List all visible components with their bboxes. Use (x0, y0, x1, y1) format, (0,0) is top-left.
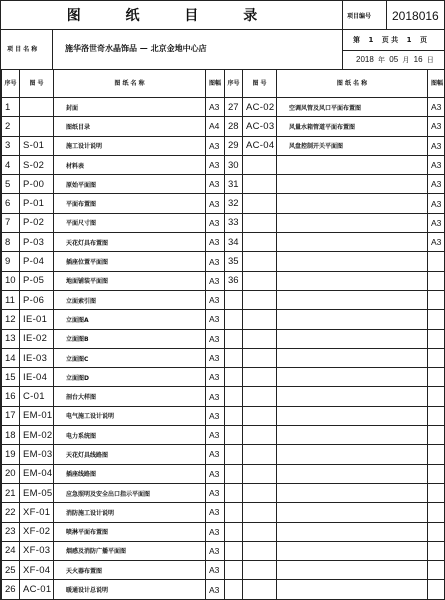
drawing-name: 立面图D (54, 368, 206, 387)
table-body (2, 98, 445, 600)
row-number: 14 (2, 348, 20, 367)
col-code-header: 图 号 (243, 70, 277, 98)
drawing-name (277, 464, 428, 483)
drawing-code: AC-04 (243, 136, 277, 155)
row-number (225, 445, 243, 464)
row-number: 21 (2, 483, 20, 502)
drawing-code: P-02 (20, 213, 54, 232)
divider (342, 1, 343, 69)
drawing-code (243, 426, 277, 445)
row-number: 18 (2, 426, 20, 445)
sheet-size: A3 (206, 464, 225, 483)
row-number: 13 (2, 329, 20, 348)
sheet-size: A3 (206, 368, 225, 387)
row-number (225, 406, 243, 425)
sheet-size: A3 (428, 175, 445, 194)
sheet-size (428, 541, 445, 560)
divider (52, 29, 53, 69)
drawing-code: P-00 (20, 175, 54, 194)
row-number (225, 580, 243, 599)
drawing-code (243, 252, 277, 271)
drawing-code: IE-02 (20, 329, 54, 348)
date (356, 54, 434, 67)
row-number: 7 (2, 213, 20, 232)
drawing-code: EM-01 (20, 406, 54, 425)
drawing-name: 图纸目录 (54, 117, 206, 136)
sheet-size: A3 (428, 136, 445, 155)
table-row (2, 271, 445, 290)
sheet-size: A3 (206, 348, 225, 367)
drawing-code (243, 522, 277, 541)
drawing-code (243, 290, 277, 309)
drawing-code: P-05 (20, 271, 54, 290)
drawing-code (243, 464, 277, 483)
drawing-code (243, 175, 277, 194)
sheet-size: A3 (206, 445, 225, 464)
sheet-size: A3 (206, 98, 225, 117)
drawing-code (243, 541, 277, 560)
drawing-name (277, 252, 428, 271)
sheet-size (428, 580, 445, 599)
table-row (2, 290, 445, 309)
drawing-code: EM-02 (20, 426, 54, 445)
sheet-size: A3 (206, 406, 225, 425)
drawing-name (277, 522, 428, 541)
row-number: 33 (225, 213, 243, 232)
sheet-size: A3 (206, 503, 225, 522)
drawing-name: 材料表 (54, 155, 206, 174)
row-number: 36 (225, 271, 243, 290)
row-number: 4 (2, 155, 20, 174)
drawing-code: AC-03 (243, 117, 277, 136)
drawing-code: P-04 (20, 252, 54, 271)
sheet-size: A3 (428, 117, 445, 136)
divider (386, 1, 387, 29)
table-row (2, 329, 445, 348)
drawing-code: EM-03 (20, 445, 54, 464)
table-row (2, 213, 445, 232)
col-code-header: 图 号 (20, 70, 54, 98)
table-row (2, 98, 445, 117)
row-number (225, 348, 243, 367)
drawing-code (243, 406, 277, 425)
drawing-code (243, 368, 277, 387)
drawing-code: XF-02 (20, 522, 54, 541)
row-number: 26 (2, 580, 20, 599)
drawing-name (277, 213, 428, 232)
table-row (2, 233, 445, 252)
col-no-header: 序号 (2, 70, 20, 98)
row-number: 9 (2, 252, 20, 271)
drawing-code: IE-04 (20, 368, 54, 387)
table-row (2, 561, 445, 580)
row-number (225, 368, 243, 387)
drawing-code: XF-04 (20, 561, 54, 580)
drawing-code (243, 580, 277, 599)
row-number (225, 310, 243, 329)
row-number: 12 (2, 310, 20, 329)
drawing-code (243, 483, 277, 502)
drawing-code: P-01 (20, 194, 54, 213)
drawing-name: 插座线路图 (54, 464, 206, 483)
sheet-size: A3 (206, 483, 225, 502)
drawing-name (277, 155, 428, 174)
drawing-code (243, 561, 277, 580)
drawing-name: 地面铺装平面图 (54, 271, 206, 290)
drawing-name (277, 541, 428, 560)
row-number: 10 (2, 271, 20, 290)
drawing-name (277, 426, 428, 445)
drawing-name: 消防施工设计说明 (54, 503, 206, 522)
row-number: 27 (225, 98, 243, 117)
table-row (2, 522, 445, 541)
page-total: 1 (406, 36, 412, 44)
row-number: 29 (225, 136, 243, 155)
drawing-code (243, 194, 277, 213)
table-row (2, 252, 445, 271)
drawing-code: EM-04 (20, 464, 54, 483)
drawing-name: 立面图A (54, 310, 206, 329)
project-name: 施华洛世奇水晶饰品 — 北京金地中心店 (65, 43, 207, 53)
drawing-name (277, 329, 428, 348)
row-number (225, 503, 243, 522)
row-number: 23 (2, 522, 20, 541)
drawing-name: 天火器布置图 (54, 561, 206, 580)
project-name-label: 项 目 名 称 (7, 46, 38, 53)
row-number: 1 (2, 98, 20, 117)
col-name-header: 图 纸 名 称 (54, 70, 206, 98)
sheet-size: A4 (206, 117, 225, 136)
row-number: 16 (2, 387, 20, 406)
row-number: 17 (2, 406, 20, 425)
date-year-unit: 年 (378, 57, 386, 64)
date-day-unit: 日 (426, 57, 434, 64)
table-header-row (2, 70, 445, 98)
sheet-size: A3 (206, 580, 225, 599)
drawing-code (20, 117, 54, 136)
drawing-list-table (1, 69, 445, 600)
drawing-name: 风盘控制开关平面图 (277, 136, 428, 155)
sheet-size: A3 (206, 310, 225, 329)
sheet-size: A3 (428, 213, 445, 232)
date-month-unit: 月 (402, 57, 410, 64)
drawing-name: 平面布置图 (54, 194, 206, 213)
row-number: 6 (2, 194, 20, 213)
drawing-code (243, 329, 277, 348)
drawing-code (243, 310, 277, 329)
drawing-name: 天花灯具布置图 (54, 233, 206, 252)
divider (1, 29, 445, 30)
divider (342, 50, 445, 51)
row-number: 2 (2, 117, 20, 136)
drawing-name (277, 175, 428, 194)
row-number (225, 522, 243, 541)
drawing-name (277, 483, 428, 502)
row-number: 22 (2, 503, 20, 522)
page-mid: 页 共 (381, 36, 399, 44)
drawing-name: 电力系统图 (54, 426, 206, 445)
drawing-name (277, 503, 428, 522)
drawing-name (277, 445, 428, 464)
drawing-code: P-06 (20, 290, 54, 309)
drawing-code (243, 271, 277, 290)
drawing-name: 暖通设计总说明 (54, 580, 206, 599)
drawing-code (243, 233, 277, 252)
drawing-name (277, 406, 428, 425)
sheet-size: A3 (206, 426, 225, 445)
sheet-size (428, 522, 445, 541)
sheet-size: A3 (428, 233, 445, 252)
row-number: 30 (225, 155, 243, 174)
date-day: 16 (413, 55, 423, 64)
drawing-code: C-01 (20, 387, 54, 406)
row-number: 24 (2, 541, 20, 560)
drawing-name: 平面尺寸图 (54, 213, 206, 232)
drawing-name: 立面图B (54, 329, 206, 348)
table-row (2, 194, 445, 213)
drawing-code (243, 503, 277, 522)
sheet-header (1, 1, 445, 69)
page-prefix: 第 (353, 36, 360, 44)
sheet-size (428, 426, 445, 445)
table-row (2, 117, 445, 136)
sheet-size: A3 (428, 194, 445, 213)
sheet-size (428, 290, 445, 309)
sheet-size: A3 (428, 98, 445, 117)
sheet-size (428, 464, 445, 483)
drawing-name: 插座位置平面图 (54, 252, 206, 271)
sheet-size (428, 483, 445, 502)
table-row (2, 541, 445, 560)
sheet-size (428, 561, 445, 580)
row-number (225, 464, 243, 483)
row-number: 28 (225, 117, 243, 136)
sheet-size: A3 (428, 155, 445, 174)
date-month: 05 (389, 55, 399, 64)
table-row (2, 175, 445, 194)
row-number (225, 426, 243, 445)
page-suffix: 页 (419, 36, 427, 44)
table-row (2, 348, 445, 367)
drawing-name: 天花灯具线路图 (54, 445, 206, 464)
row-number: 19 (2, 445, 20, 464)
sheet-size: A3 (206, 329, 225, 348)
col-size-header: 图幅 (428, 70, 445, 98)
drawing-name: 烟感及消防广播平面图 (54, 541, 206, 560)
table-row (2, 464, 445, 483)
row-number (225, 561, 243, 580)
row-number: 20 (2, 464, 20, 483)
drawing-name (277, 233, 428, 252)
table-row (2, 368, 445, 387)
drawing-code: AC-01 (20, 580, 54, 599)
drawing-code (243, 387, 277, 406)
sheet-size (428, 252, 445, 271)
sheet-size (428, 310, 445, 329)
table-row (2, 445, 445, 464)
sheet-size (428, 329, 445, 348)
row-number: 3 (2, 136, 20, 155)
drawing-name (277, 387, 428, 406)
page-current: 1 (368, 36, 374, 44)
drawing-name: 封面 (54, 98, 206, 117)
drawing-name: 原始平面图 (54, 175, 206, 194)
project-number: 2018016 (392, 9, 439, 23)
drawing-name (277, 561, 428, 580)
row-number: 34 (225, 233, 243, 252)
sheet-size (428, 445, 445, 464)
drawing-name (277, 194, 428, 213)
row-number (225, 483, 243, 502)
sheet-size: A3 (206, 522, 225, 541)
drawing-name (277, 290, 428, 309)
sheet-size: A3 (206, 136, 225, 155)
row-number: 25 (2, 561, 20, 580)
row-number (225, 329, 243, 348)
table-row (2, 406, 445, 425)
drawing-name: 喷淋平面布置图 (54, 522, 206, 541)
date-year: 2018 (356, 55, 374, 64)
drawing-name: 剖台大样图 (54, 387, 206, 406)
page-title: 图 纸 目 录 (66, 8, 278, 24)
sheet-size: A3 (206, 175, 225, 194)
drawing-name: 施工设计说明 (54, 136, 206, 155)
drawing-name (277, 580, 428, 599)
drawing-code (243, 445, 277, 464)
row-number: 32 (225, 194, 243, 213)
sheet-size: A3 (206, 271, 225, 290)
project-number-label: 项目编号 (347, 13, 372, 20)
row-number: 8 (2, 233, 20, 252)
row-number: 5 (2, 175, 20, 194)
drawing-code: S-02 (20, 155, 54, 174)
drawing-code (20, 98, 54, 117)
drawing-code: S-01 (20, 136, 54, 155)
drawing-name: 空调风管及风口平面布置图 (277, 98, 428, 117)
drawing-code (243, 213, 277, 232)
drawing-code (243, 155, 277, 174)
sheet-size: A3 (206, 194, 225, 213)
sheet-size: A3 (206, 561, 225, 580)
drawing-code: AC-02 (243, 98, 277, 117)
sheet-size: A3 (206, 541, 225, 560)
row-number (225, 387, 243, 406)
drawing-name: 应急照明及安全出口指示平面图 (54, 483, 206, 502)
table-row (2, 426, 445, 445)
drawing-code: EM-05 (20, 483, 54, 502)
col-name-header: 图 纸 名 称 (277, 70, 428, 98)
drawing-name (277, 271, 428, 290)
sheet-size (428, 503, 445, 522)
row-number: 11 (2, 290, 20, 309)
row-number (225, 290, 243, 309)
drawing-code (243, 348, 277, 367)
table-row (2, 310, 445, 329)
col-no-header: 序号 (225, 70, 243, 98)
drawing-name: 风量水箱管道平面布置图 (277, 117, 428, 136)
page-counter (353, 35, 427, 45)
table-row (2, 387, 445, 406)
sheet-size: A3 (206, 290, 225, 309)
table-row (2, 155, 445, 174)
drawing-code: P-03 (20, 233, 54, 252)
sheet-size: A3 (206, 155, 225, 174)
sheet-size: A3 (206, 387, 225, 406)
drawing-name (277, 348, 428, 367)
drawing-code: XF-01 (20, 503, 54, 522)
row-number (225, 541, 243, 560)
sheet-size (428, 387, 445, 406)
table-row (2, 483, 445, 502)
sheet-size (428, 271, 445, 290)
drawing-code: IE-03 (20, 348, 54, 367)
drawing-code: XF-03 (20, 541, 54, 560)
drawing-name (277, 310, 428, 329)
sheet-size (428, 348, 445, 367)
sheet-size: A3 (206, 233, 225, 252)
drawing-name: 立面图C (54, 348, 206, 367)
table-row (2, 580, 445, 599)
row-number: 31 (225, 175, 243, 194)
table-row (2, 136, 445, 155)
sheet-size (428, 406, 445, 425)
sheet-size: A3 (206, 252, 225, 271)
drawing-code: IE-01 (20, 310, 54, 329)
col-size-header: 图幅 (206, 70, 225, 98)
drawing-name: 立面索引图 (54, 290, 206, 309)
row-number: 35 (225, 252, 243, 271)
table-row (2, 503, 445, 522)
sheet-size (428, 368, 445, 387)
row-number: 15 (2, 368, 20, 387)
drawing-name (277, 368, 428, 387)
sheet-size: A3 (206, 213, 225, 232)
drawing-name: 电气施工设计说明 (54, 406, 206, 425)
